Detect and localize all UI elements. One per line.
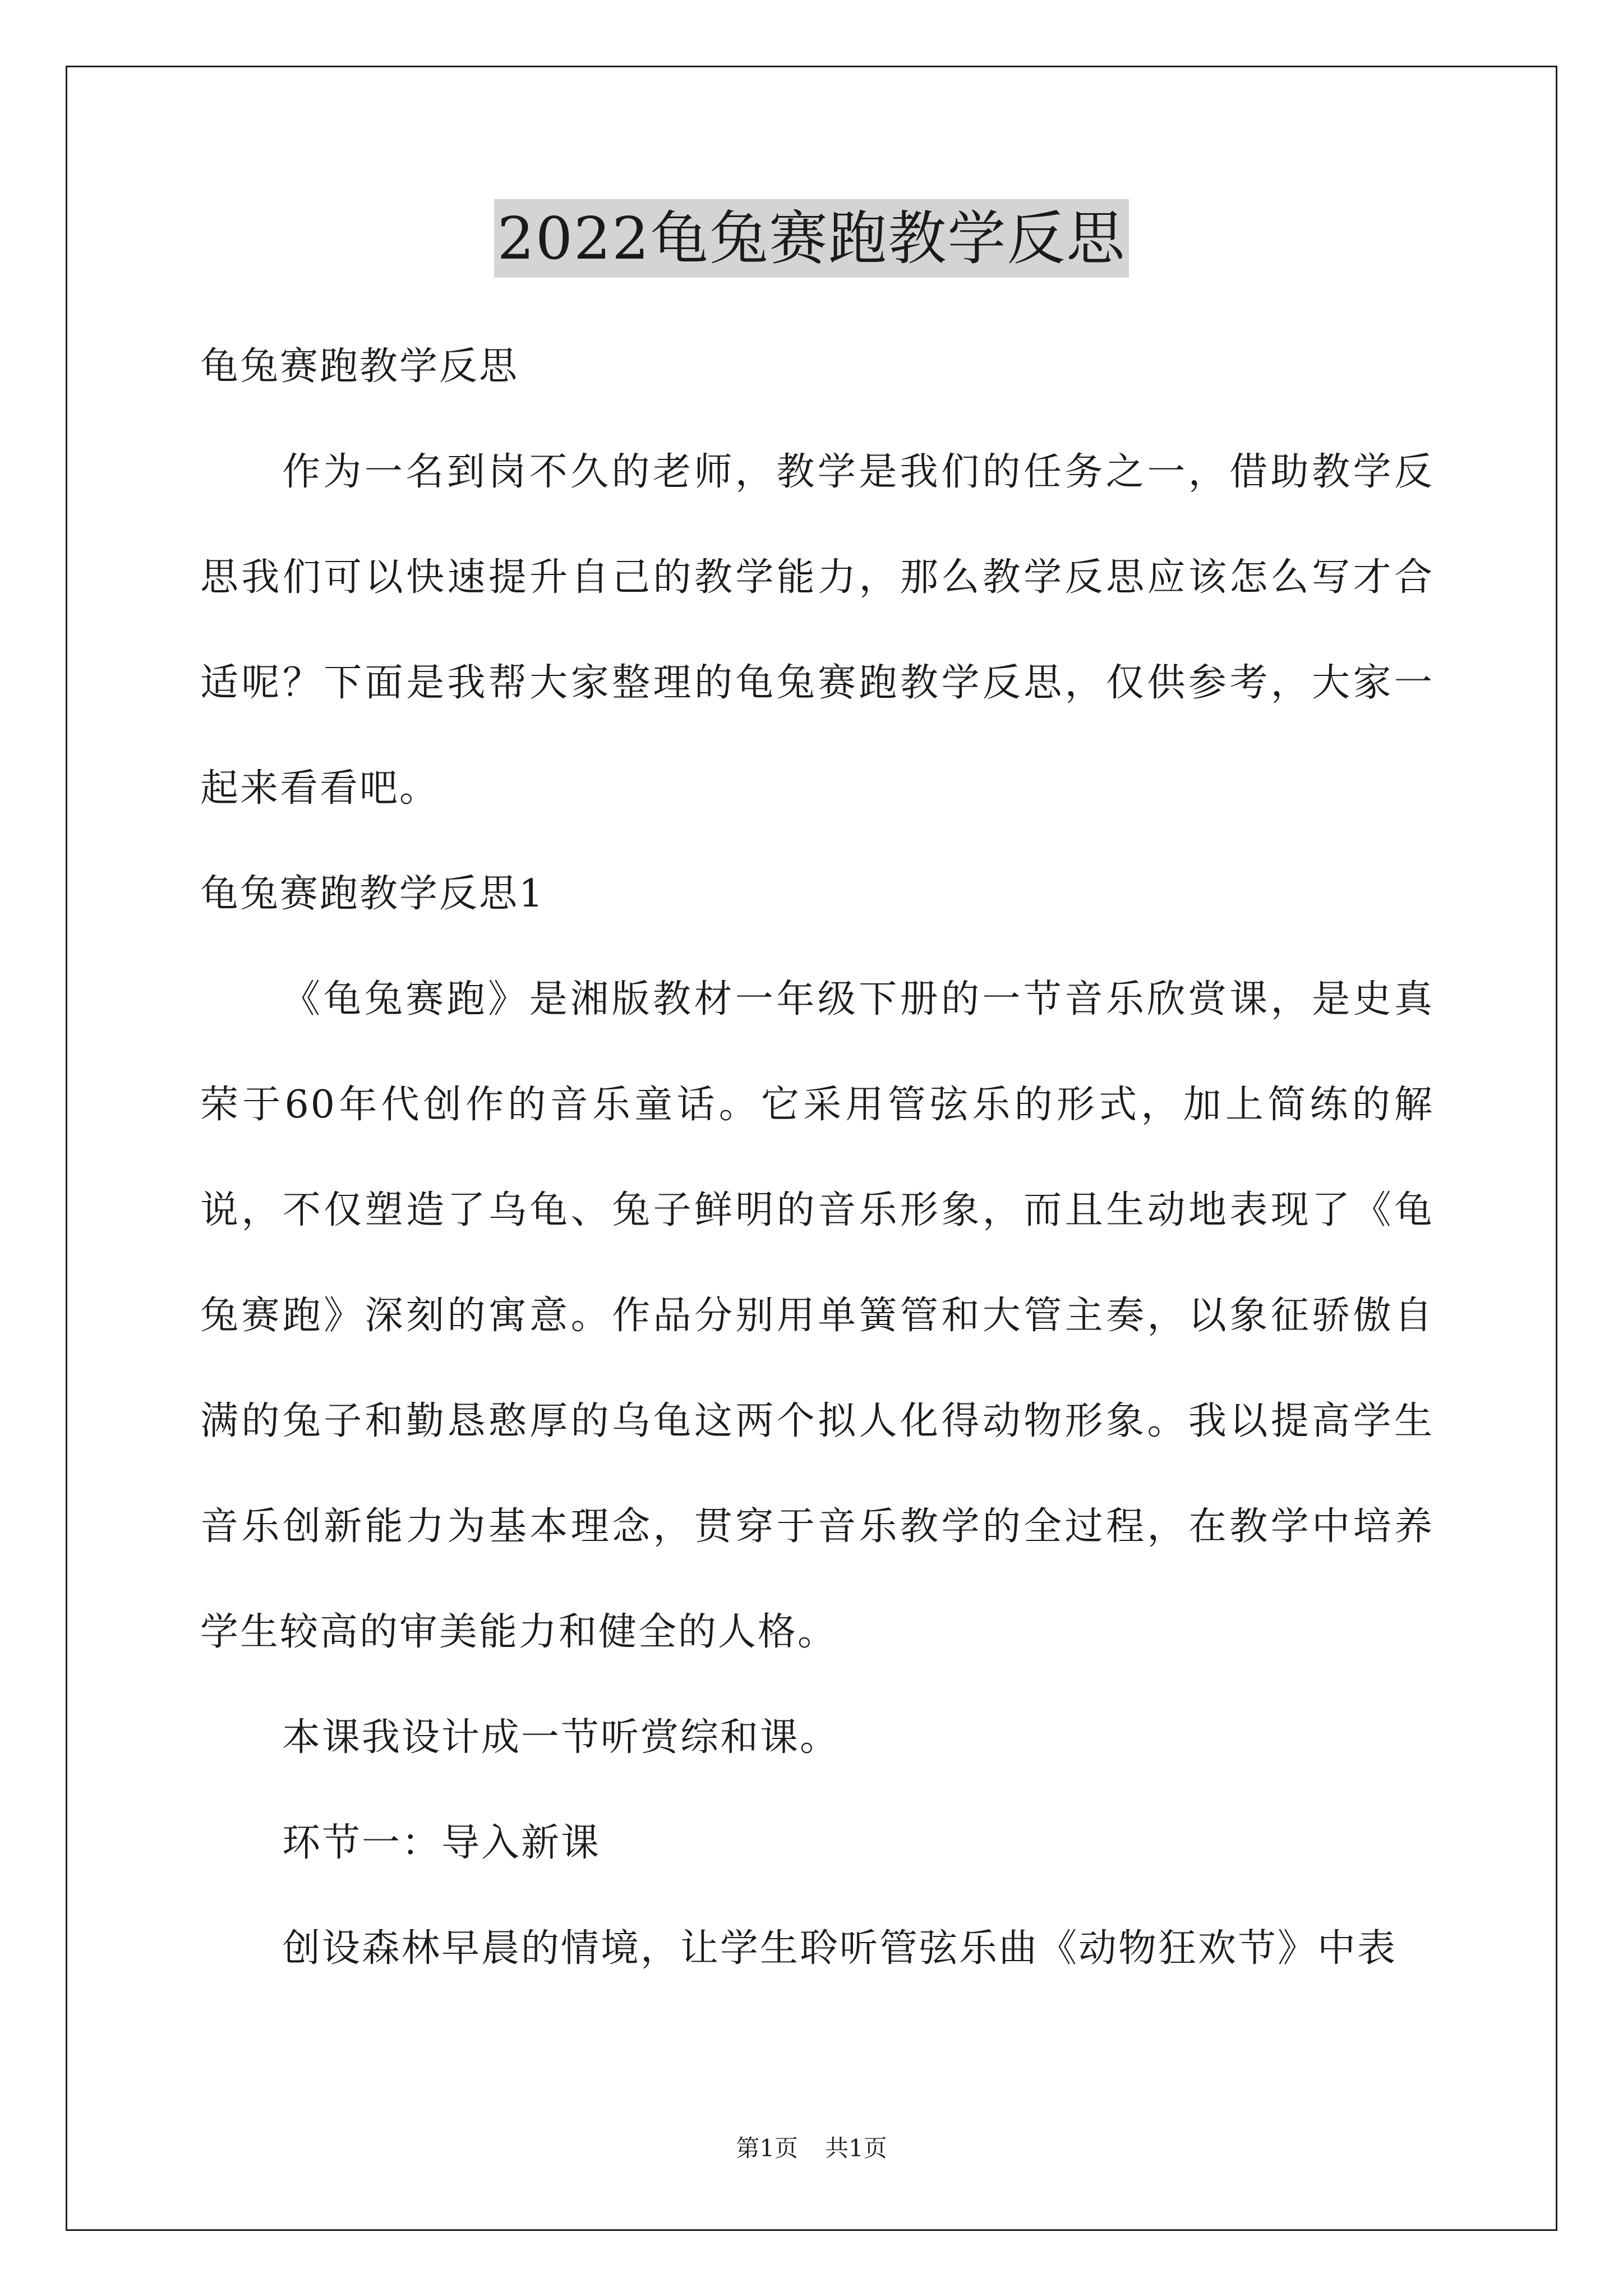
body-paragraph: 环节一：导入新课 [282, 1821, 601, 1865]
title-wrap [0, 199, 1623, 278]
page-total: 共1页 [825, 2134, 887, 2162]
body-paragraph: 《龟兔赛跑》是湘版教材一年级下册的一节音乐欣赏课，是史真荣于60年代创作的音乐童话。它采用管弦乐的形式，加上简练的解说，不仅塑造了乌龟、兔子鲜明的音乐形象，而且生动地表现了《龟兔赛跑》深刻的寓意。作品分别用单簧管和大管主奏，以象征骄傲自满的兔子和勤恳憨厚的乌龟这两个拟人化得动物形象。我以提高学生音乐创新能力为基本理念，贯穿于音乐教学的全过程，在教学中培养学生较高的审美能力和健全的人格。 [200, 977, 1434, 1654]
section-heading: 龟兔赛跑教学反思1 [200, 872, 545, 916]
body-paragraph: 本课我设计成一节听赏综和课。 [282, 1715, 840, 1760]
section-heading: 龟兔赛跑教学反思 [200, 344, 519, 389]
document-title: 2022龟兔赛跑教学反思 [494, 199, 1129, 278]
page-footer [0, 2132, 1623, 2165]
document-body [200, 314, 1434, 2001]
intro-paragraph: 作为一名到岗不久的老师，教学是我们的任务之一，借助教学反思我们可以快速提升自己的教学能力，那么教学反思应该怎么写才合适呢？下面是我帮大家整理的龟兔赛跑教学反思，仅供参考，大家一起来看看吧。 [200, 450, 1434, 811]
page-number: 第1页 [736, 2134, 798, 2162]
body-paragraph: 创设森林早晨的情境，让学生聆听管弦乐曲《动物狂欢节》中表 [282, 1926, 1398, 1971]
